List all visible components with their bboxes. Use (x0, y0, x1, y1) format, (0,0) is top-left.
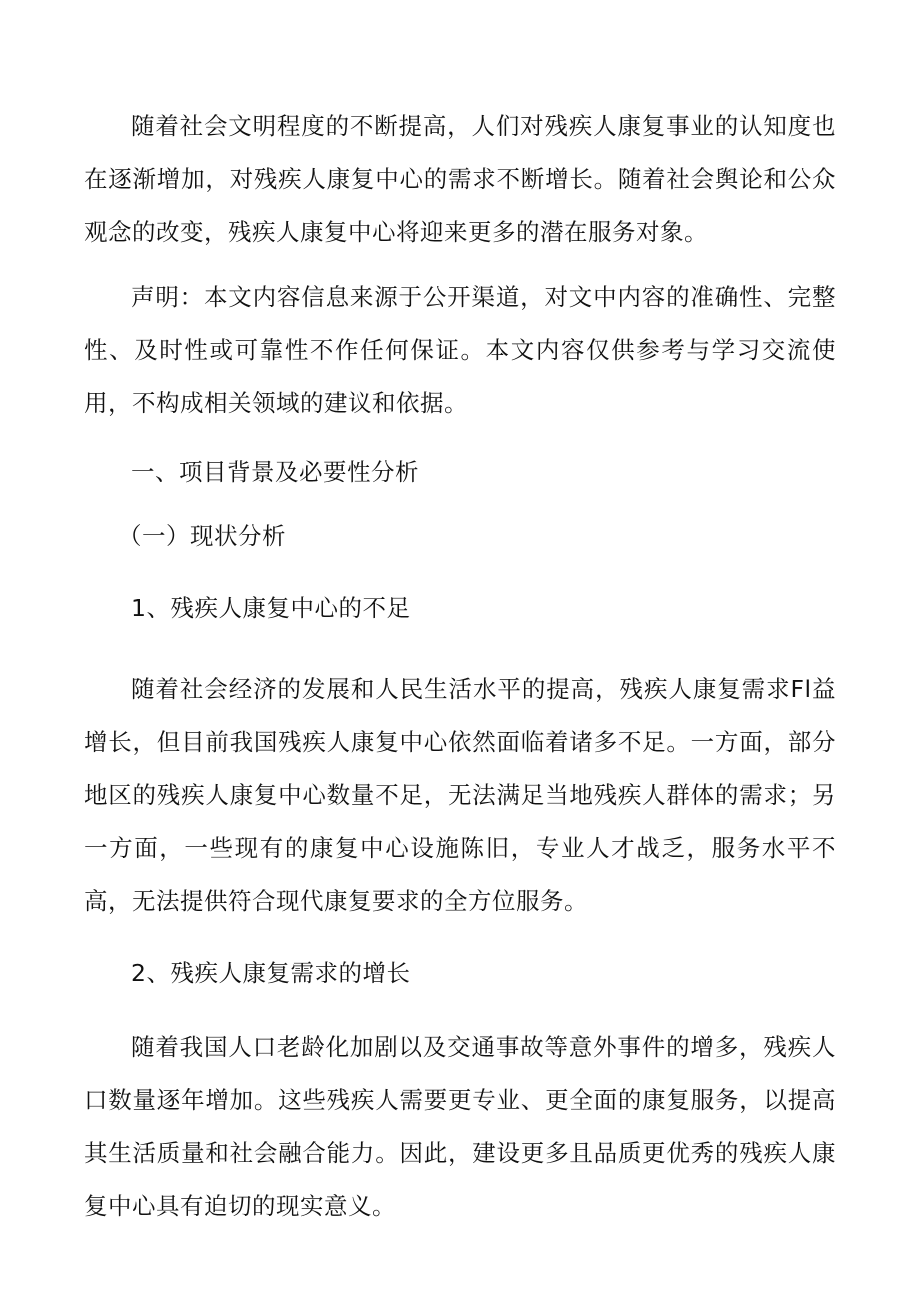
intro-paragraph: 随着社会文明程度的不断提高，人们对残疾人康复事业的认知度也在逐渐增加，对残疾人康复中心的需求不断增长。随着社会舆论和公众观念的改变，残疾人康复中心将迎来更多的潜在服务对象。 (84, 112, 836, 246)
subsection-heading-status: （一）现状分析 (118, 522, 286, 550)
section-heading-background: 一、项目背景及必要性分析 (131, 458, 419, 486)
shortcomings-paragraph: 随着社会经济的发展和人民生活水平的提高，残疾人康复需求Fl益增长，但目前我国残疾人康复中心依然面临着诸多不足。一方面，部分地区的残疾人康复中心数量不足，无法满足当地残疾人群体的需求；另一方面，一些现有的康复中心设施陈旧，专业人才战乏，服务水平不高，无法提供符合现代康复要求的全方位服务。 (84, 675, 836, 915)
demand-growth-paragraph: 随着我国人口老龄化加剧以及交通事故等意外事件的增多，残疾人口数量逐年增加。这些残疾人需要更专业、更全面的康复服务，以提高其生活质量和社会融合能力。因此，建设更多且品质更优秀的残疾人康复中心具有迫切的现实意义。 (84, 1033, 836, 1220)
disclaimer-paragraph: 声明：本文内容信息来源于公开渠道，对文中内容的准确性、完整性、及时性或可靠性不作任何保证。本文内容仅供参考与学习交流使用，不构成相关领域的建议和依据。 (84, 283, 836, 417)
item-heading-demand-growth: 2、残疾人康复需求的增长 (131, 959, 411, 987)
item-heading-shortcomings: 1、残疾人康复中心的不足 (131, 594, 411, 622)
